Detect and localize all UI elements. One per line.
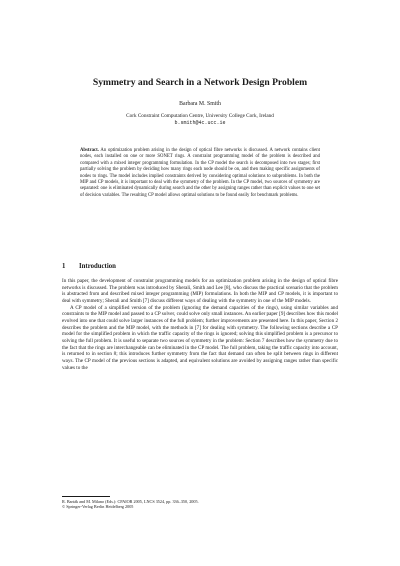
abstract-label: Abstract.	[80, 148, 99, 153]
section-number: 1	[62, 263, 66, 270]
paragraph: In this paper, the development of constraint programming models for an optimization problem arising in the design of optical fibre networks is discussed. The problem was introduced by Sherali, Smith and Lee [8], who discuss the practical scenario that the problem is abstracted from and described mixed integer programming (MIP) formulations. In both the MIP and CP models, it is important to deal with symmetry; Sherali and Smith [7] discuss different ways of dealing with the symmetry in one of the MIP models.	[62, 278, 338, 304]
footnote-divider	[62, 496, 110, 497]
citation-line: R. Barták and M. Milano (Eds.): CPAIOR 2005, LNCS 3524, pp. 336–350, 2005.	[62, 499, 199, 504]
paragraph: A CP model of a simplified version of the problem (ignoring the demand capacities of the rings), using similar variables and constraints to the MIP model and passed to a CP solver, could solve only small instances. An earlier paper [9] describes how this model evolved into one that could solve larger instances of the full problem; further improvements are presented here. In this paper, Section 2 describes the problem and the MIP model, with the methods in [7] for dealing with symmetry. The following sections describe a CP model for the simplified problem in which the traffic capacity of the rings is ignored; solving this simplified problem is a precursor to solving the full problem. It is useful to separate two sources of symmetry in the problem: Section 7 describes how the symmetry due to the fact that the rings are interchangeable can be eliminated in the CP model. The full problem, taking the traffic capacity into account, is returned to in section 8; this introduces further symmetry from the fact that demand can often be split between rings in different ways. The CP model of the previous sections is adapted, and equivalent solutions are avoided by assigning ranges rather than specific values to the	[62, 304, 338, 371]
section-title: Introduction	[79, 263, 116, 270]
affiliation: Cork Constraint Computation Centre, University College Cork, Ireland	[126, 113, 274, 119]
footer-citation-block	[62, 499, 338, 510]
author-email: b.smith@4c.ucc.ie	[174, 119, 226, 126]
body-text	[62, 278, 338, 371]
copyright-line: © Springer-Verlag Berlin Heidelberg 2005	[62, 504, 134, 510]
abstract	[80, 148, 320, 199]
abstract-text: An optimization problem arising in the design of optical fibre networks is discussed. A network contains client nodes, each installed on one or more SONET rings. A constraint programming model of the problem is described and compared with a mixed integer programming formulation. In the CP model the search is decomposed into two stages; first partially solving the problem by deciding how many rings each node should be on, and then making specific assignments of nodes to rings. The model includes implied constraints derived by considering optimal solutions to subproblems. In both the MIP and CP models, it is important to deal with the symmetry of the problem. In the CP model, two sources of symmetry are separated: one is eliminated dynamically during search and the other by assigning ranges rather than explicit values to one set of decision variables. The resulting CP model allows optimal solutions to be found easily for benchmark problems.	[80, 148, 320, 198]
paper-title: Symmetry and Search in a Network Design Problem	[92, 77, 308, 88]
author-name: Barbara M. Smith	[179, 101, 221, 107]
author-affiliation-block	[40, 113, 360, 126]
section-heading	[62, 262, 338, 271]
